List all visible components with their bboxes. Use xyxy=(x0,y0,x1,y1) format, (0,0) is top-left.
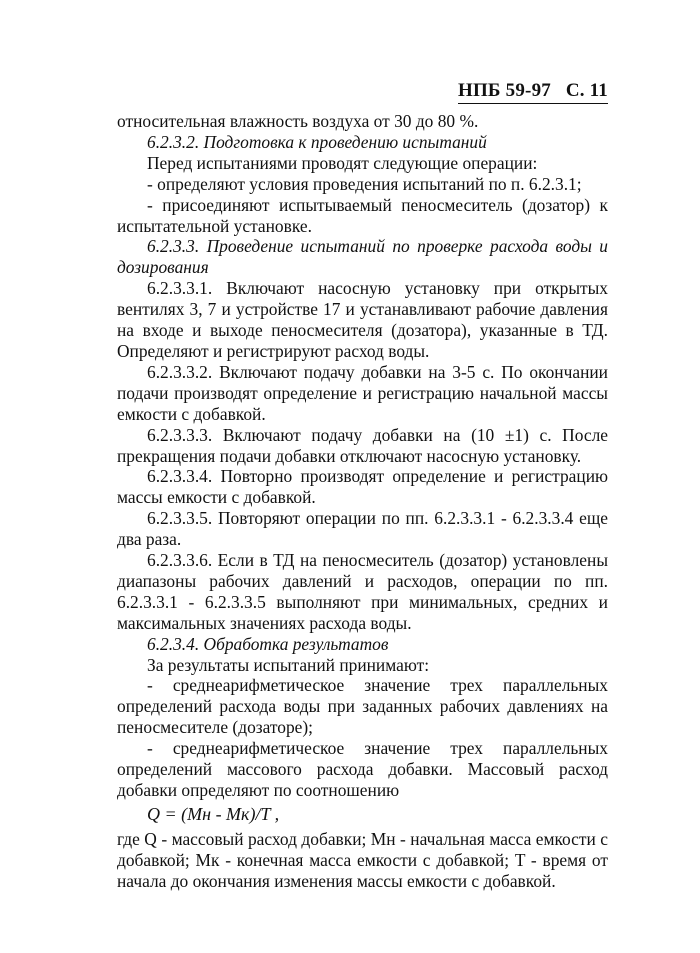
list-item: - среднеарифметическое значение трех параллельных определений массового расхода добавки. Массовый расход добавки определяют по соотношению xyxy=(117,738,608,800)
paragraph: 6.2.3.3.1. Включают насосную установку при открытых вентилях 3, 7 и устройстве 17 и устанавливают рабочие давления на входе и выходе пеносмесителя (дозатора), указанные в ТД. Определяют и регистрируют расход воды. xyxy=(117,278,608,361)
formula: Q = (Mн - Mк)/T , xyxy=(147,803,280,824)
paragraph: где Q - массовый расход добавки; Mн - начальная масса емкости с добавкой; Mк - конечная масса емкости с добавкой; T - время от начала до окончания изменения массы емкости с добавкой. xyxy=(117,828,608,891)
paragraph: 6.2.3.3.3. Включают подачу добавки на (10 ±1) с. После прекращения подачи добавки отключают насосную установку. xyxy=(117,424,608,466)
list-item: - среднеарифметическое значение трех параллельных определений расхода воды при заданных рабочих давлениях на пеносмесителе (дозаторе); xyxy=(117,675,608,738)
section-heading: 6.2.3.4. Обработка результатов xyxy=(147,633,389,654)
paragraph: 6.2.3.3.5. Повторяют операции по пп. 6.2.3.3.1 - 6.2.3.3.4 еще два раза. xyxy=(117,508,608,550)
paragraph: За результаты испытаний принимают: xyxy=(147,654,430,675)
paragraph: относительная влажность воздуха от 30 до 80 %. xyxy=(117,111,479,131)
paragraph: 6.2.3.3.4. Повторно производят определение и регистрацию массы емкости с добавкой. xyxy=(117,466,608,508)
header-underline xyxy=(458,103,608,105)
paragraph: Перед испытаниями проводят следующие операции: xyxy=(147,152,538,173)
list-item: - присоединяют испытываемый пеносмеситель (дозатор) к испытательной установке. xyxy=(117,194,608,236)
paragraph: 6.2.3.3.2. Включают подачу добавки на 3-5 с. По окончании подачи производят определение и регистрацию начальной массы емкости с добавкой. xyxy=(117,361,608,424)
header-text: НПБ 59-97 С. 11 xyxy=(457,80,608,101)
paragraph: 6.2.3.3.6. Если в ТД на пеносмеситель (дозатор) установлены диапазоны рабочих давлений и расходов, операции по пп. 6.2.3.3.1 - 6.2.3.3.5 выполняют при минимальных, средних и максимальных значениях расхода воды. xyxy=(117,550,608,633)
page-header xyxy=(458,80,608,102)
document-body xyxy=(117,111,608,892)
section-heading: 6.2.3.3. Проведение испытаний по проверке расхода воды и дозирования xyxy=(117,236,608,278)
list-item: - определяют условия проведения испытаний по п. 6.2.3.1; xyxy=(147,173,582,194)
section-heading: 6.2.3.2. Подготовка к проведению испытаний xyxy=(147,131,487,152)
